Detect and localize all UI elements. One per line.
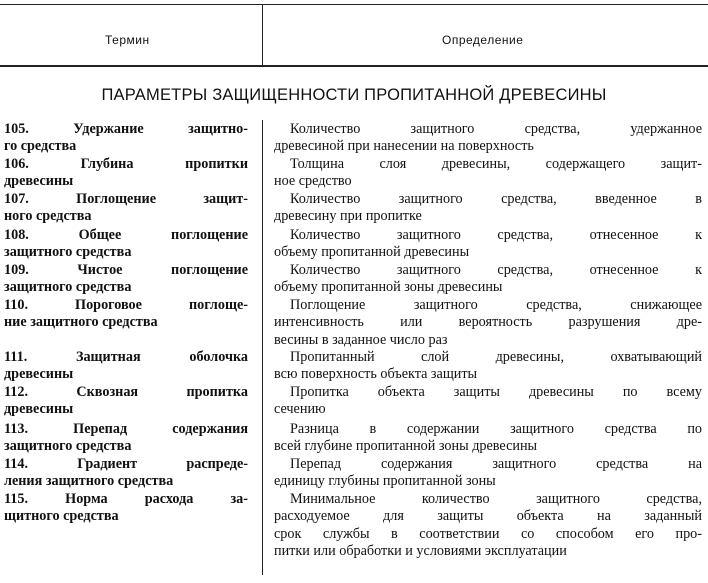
- term-line: древесины: [4, 366, 74, 383]
- definition-line: Пропитанный слой древесины, охватывающий: [290, 349, 702, 365]
- term-105: [4, 121, 248, 156]
- term-line: ние защитного средства: [4, 314, 158, 331]
- term-line: 114. Градиент распреде-: [4, 456, 248, 472]
- definition-line: древесиной при нанесении на поверхность: [274, 138, 534, 155]
- term-line: 105. Удержание защитно-: [4, 121, 248, 137]
- definition-114: [274, 456, 702, 491]
- term-111: [4, 349, 248, 384]
- definition-line: весины в заданное число раз: [274, 331, 448, 348]
- definition-115: [274, 491, 702, 560]
- definition-line: Разница в содержании защитного средства по: [290, 421, 702, 437]
- term-line: го средства: [4, 138, 77, 155]
- term-107: [4, 191, 248, 226]
- term-line: щитного средства: [4, 508, 119, 525]
- body-column-divider: [262, 120, 263, 575]
- term-line: 112. Сквозная пропитка: [4, 384, 248, 400]
- definition-106: [274, 156, 702, 191]
- term-line: 110. Пороговое поглоще-: [4, 297, 248, 313]
- term-114: [4, 456, 248, 491]
- definition-line: Перепад содержания защитного средства на: [290, 456, 702, 472]
- term-line: 113. Перепад содержания: [4, 421, 248, 437]
- term-113: [4, 421, 248, 456]
- term-110: [4, 297, 248, 332]
- section-title: ПАРАМЕТРЫ ЗАЩИЩЕННОСТИ ПРОПИТАННОЙ ДРЕВЕСИНЫ: [101, 86, 607, 104]
- term-106: [4, 156, 248, 191]
- definition-112: [274, 384, 702, 419]
- term-line: 106. Глубина пропитки: [4, 156, 248, 172]
- definition-line: единицу глубины пропитанной зоны: [274, 473, 496, 490]
- term-line: 111. Защитная оболочка: [4, 349, 248, 365]
- term-line: древесины: [4, 401, 74, 418]
- definition-line: Количество защитного средства, введенное в: [290, 191, 702, 207]
- definition-line: Количество защитного средства, отнесенное к: [290, 262, 702, 278]
- definition-line: ное средство: [274, 173, 352, 190]
- term-line: ного средства: [4, 208, 92, 225]
- header-definition: Определение: [442, 33, 524, 47]
- definition-line: всю поверхность объекта защиты: [274, 366, 478, 383]
- term-line: защитного средства: [4, 279, 132, 296]
- definition-line: Количество защитного средства, отнесенное к: [290, 227, 702, 243]
- term-108: [4, 227, 248, 262]
- definition-line: Пропитка объекта защиты древесины по всему: [290, 384, 702, 400]
- definition-line: объему пропитанной зоны древесины: [274, 279, 503, 296]
- term-line: защитного средства: [4, 438, 132, 455]
- term-line: 107. Поглощение защит-: [4, 191, 248, 207]
- term-line: 115. Норма расхода за-: [4, 491, 248, 507]
- definition-110: [274, 297, 702, 349]
- definition-line: Минимальное количество защитного средства,: [290, 491, 702, 507]
- definition-line: Поглощение защитного средства, снижающее: [290, 297, 702, 313]
- header-term: Термин: [105, 33, 150, 47]
- definition-line: объему пропитанной древесины: [274, 244, 470, 261]
- term-112: [4, 384, 248, 419]
- definition-113: [274, 421, 702, 456]
- definition-line: срок службы в соответствии со способом его про-: [274, 525, 702, 542]
- header-bottom-rule: [0, 65, 708, 67]
- definition-line: Толщина слоя древесины, содержащего защит-: [290, 156, 702, 172]
- definition-line: Количество защитного средства, удержанное: [290, 121, 702, 137]
- term-line: защитного средства: [4, 244, 132, 261]
- term-line: 109. Чистое поглощение: [4, 262, 248, 278]
- term-line: ления защитного средства: [4, 473, 174, 490]
- definition-107: [274, 191, 702, 226]
- definition-line: расходуемое для защиты объекта на заданный: [274, 508, 702, 525]
- term-line: древесины: [4, 173, 74, 190]
- definition-109: [274, 262, 702, 297]
- definition-line: сечению: [274, 401, 326, 418]
- header-column-divider: [262, 4, 263, 66]
- definition-line: всей глубине пропитанной зоны древесины: [274, 438, 538, 455]
- term-line: 108. Общее поглощение: [4, 227, 248, 243]
- definition-line: питки или обработки и условиями эксплуатации: [274, 542, 567, 559]
- definition-line: интенсивность или вероятность разрушения дре-: [274, 314, 702, 331]
- term-109: [4, 262, 248, 297]
- definition-108: [274, 227, 702, 262]
- definition-line: древесину при пропитке: [274, 208, 422, 225]
- definition-105: [274, 121, 702, 156]
- term-115: [4, 491, 248, 526]
- definition-111: [274, 349, 702, 384]
- top-rule: [0, 4, 708, 5]
